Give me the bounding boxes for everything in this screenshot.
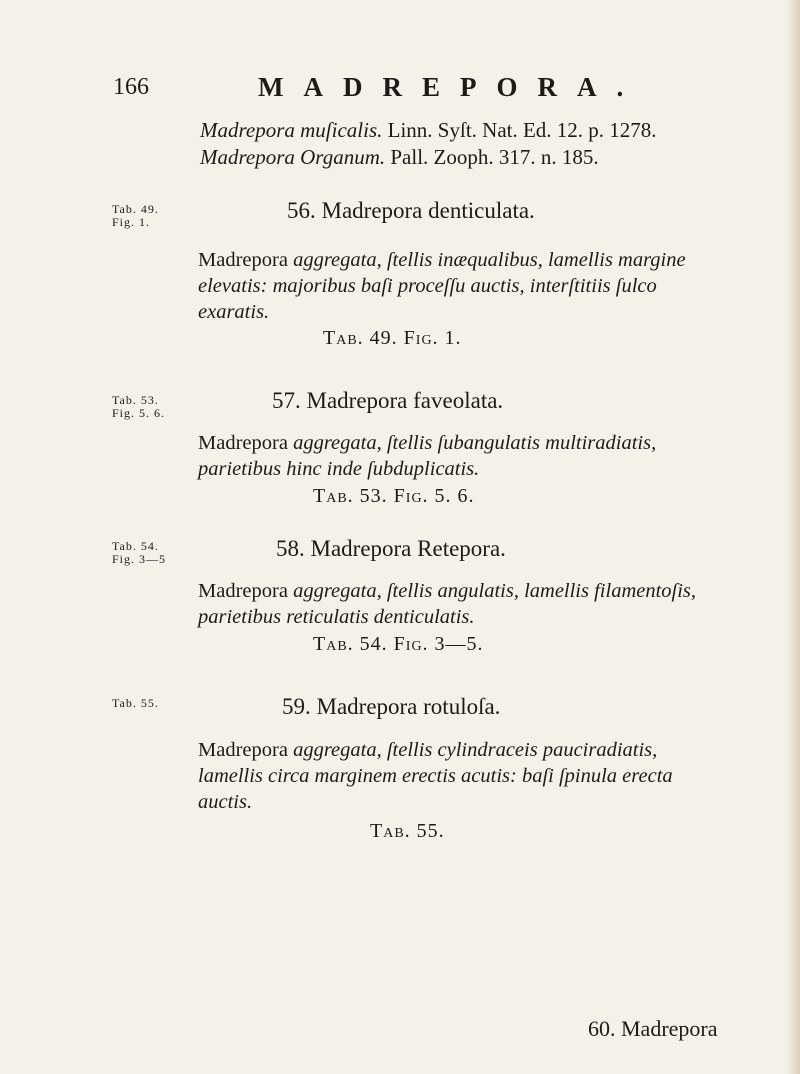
entry-diagnosis: aggregata, ſtellis cylindraceis pauciradiatis, lamellis circa marginem erectis acutis: baſi ſpinula erecta auctis. (198, 739, 673, 813)
margin-tab: Tab. 49. (112, 202, 159, 216)
margin-note (112, 394, 165, 420)
reference-citation: Linn. Syſt. Nat. Ed. 12. p. 1278. (387, 118, 657, 142)
margin-tab: Tab. 53. (112, 393, 159, 407)
entry-heading: 59. Madrepora rotuloſa. (282, 694, 501, 719)
reference-species: Madrepora muſicalis. (200, 118, 383, 142)
plate-reference: Tab. 53. Fig. 5. 6. (313, 485, 475, 507)
plate-reference: Tab. 54. Fig. 3—5. (313, 633, 484, 655)
entry-description (198, 578, 718, 630)
entry-diagnosis: aggregata, ſtellis ſubangulatis multiradiatis, parietibus hinc inde ſubduplicatis. (198, 432, 657, 480)
plate-reference: Tab. 49. Fig. 1. (323, 327, 462, 349)
margin-note (112, 540, 166, 566)
reference-line (200, 145, 599, 170)
entry-diagnosis: aggregata, ſtellis angulatis, lamellis filamentoſis, parietibus reticulatis denticulatis. (198, 580, 697, 628)
catchword: 60. Madrepora (588, 1016, 718, 1041)
page-number: 166 (113, 74, 149, 100)
entry-heading: 58. Madrepora Retepora. (276, 536, 506, 561)
entry-description (198, 247, 718, 325)
margin-tab: Tab. 54. (112, 539, 159, 553)
reference-citation: Pall. Zooph. 317. n. 185. (390, 145, 599, 169)
page-edge (786, 0, 800, 1074)
running-title: MADREPORA. (258, 72, 644, 102)
entry-genus: Madrepora (198, 249, 288, 271)
entry-diagnosis: aggregata, ſtellis inæqualibus, lamellis margine elevatis: majoribus baſi proceſſu auctis, interſtitiis ſulco exaratis. (198, 249, 686, 323)
reference-species: Madrepora Organum. (200, 145, 386, 169)
plate-reference: Tab. 55. (370, 820, 445, 842)
entry-heading: 56. Madrepora denticulata. (287, 198, 535, 223)
entry-heading: 57. Madrepora faveolata. (272, 388, 504, 413)
entry-description (198, 430, 718, 482)
margin-fig: Fig. 3—5 (112, 552, 167, 566)
margin-fig: Fig. 5. 6. (112, 406, 166, 420)
entry-genus: Madrepora (198, 580, 288, 602)
entry-genus: Madrepora (198, 739, 288, 761)
margin-note (112, 203, 159, 229)
margin-note (112, 697, 159, 710)
reference-line (200, 118, 657, 143)
margin-tab: Tab. 55. (112, 696, 159, 710)
entry-genus: Madrepora (198, 432, 288, 454)
margin-fig: Fig. 1. (112, 215, 151, 229)
entry-description (198, 737, 718, 815)
